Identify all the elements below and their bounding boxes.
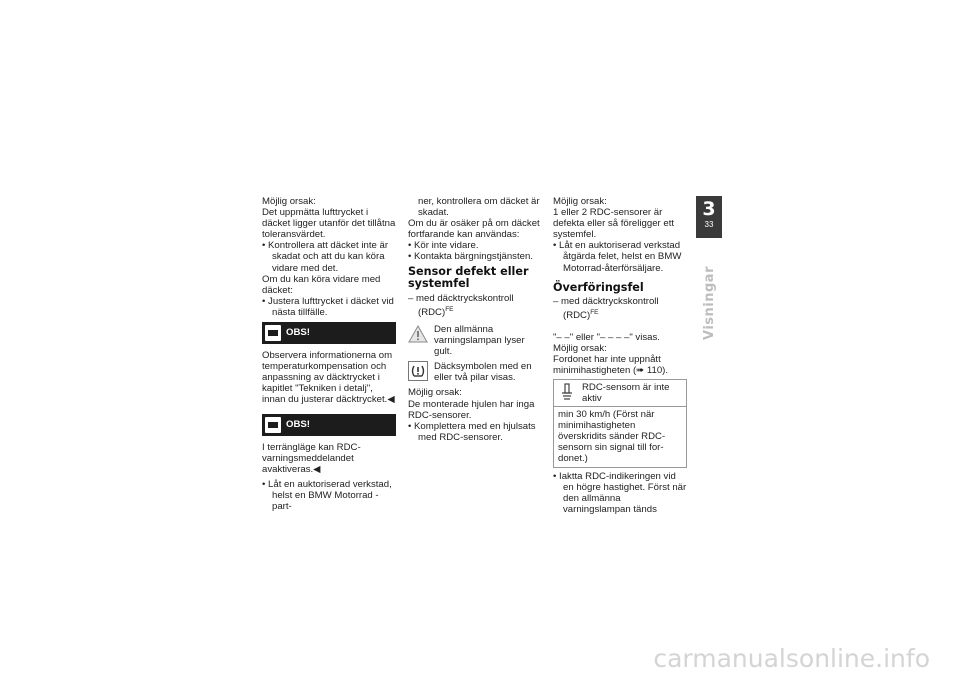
table-cell: RDC-sensorn är inte aktiv xyxy=(582,381,670,404)
paragraph: Om du är osäker på om däcket fortfarande kan användas: xyxy=(408,218,540,241)
chapter-number: 3 xyxy=(702,198,716,220)
paragraph: Möjlig orsak: xyxy=(553,196,607,207)
obs-label: OBS! xyxy=(286,418,310,430)
tire-pressure-icon xyxy=(408,361,428,381)
bullet-item: • Komplettera med en hjulsats med RDC-sensorer. xyxy=(408,420,536,443)
dash-item xyxy=(553,296,687,321)
superscript: FE xyxy=(590,309,599,317)
column-1 xyxy=(262,196,396,512)
warning-triangle-icon xyxy=(408,324,428,344)
chapter-side-label: Visningar xyxy=(702,266,717,340)
paragraph: Det uppmätta lufttrycket i däcket ligger utanför det tillåtna toleransvärdet. xyxy=(262,207,396,241)
indicator-text: Däcksymbolen med en eller två pilar visas. xyxy=(434,361,532,384)
bullet-item: • Låt en auktoriserad verkstad, helst en BMW Motorrad -part- xyxy=(262,478,392,512)
table-row xyxy=(554,407,686,466)
info-table xyxy=(553,379,687,468)
indicator-text: Den allmänna varningslampan lyser gult. xyxy=(434,323,525,358)
indicator-row xyxy=(408,361,544,383)
superscript: FE xyxy=(445,305,454,313)
indicator-row xyxy=(408,324,544,357)
section-heading: Sensor defekt eller systemfel xyxy=(408,264,529,291)
book-icon xyxy=(265,417,281,433)
page-number: 33 xyxy=(704,220,714,229)
column-3 xyxy=(553,196,687,515)
paragraph: "– –" eller "– – – –" visas. xyxy=(553,331,660,343)
paragraph: ner, kontrollera om däcket är skadat. xyxy=(418,196,540,219)
tire-sensor-icon xyxy=(560,383,574,401)
book-icon xyxy=(265,325,281,341)
column-2 xyxy=(408,196,544,443)
bullet-item: • Justera lufttrycket i däcket vid nästa tillfälle. xyxy=(262,295,394,318)
section-heading: Överföringsfel xyxy=(553,280,644,294)
paragraph: De monterade hjulen har inga RDC-sensorer. xyxy=(408,398,535,421)
table-cell: min 30 km/h (Först när minimihastigheten överskridits sänder RDC-sensorn sin signal till fordonet.) xyxy=(558,409,666,465)
obs-box xyxy=(262,414,396,436)
paragraph: Fordonet har inte uppnått minimihastigheten (➠ 110). xyxy=(553,353,669,376)
obs-box xyxy=(262,322,396,344)
bullet-item: • Kör inte vidare. xyxy=(408,240,479,252)
paragraph: Möjlig orsak: xyxy=(262,196,316,207)
paragraph: I terrängläge kan RDC-varningsmeddelandet avaktiveras.◀ xyxy=(262,441,361,475)
bullet-item: • Kontakta bärgningstjänsten. xyxy=(408,251,533,263)
bullet-item: • Iaktta RDC-indikeringen vid en högre hastighet. Först när den allmänna varningslampan tänds xyxy=(553,470,687,515)
dash-text: – med däcktryckskontroll (RDC) xyxy=(408,292,514,318)
dash-item xyxy=(408,293,544,318)
bullet-item: • Låt en auktoriserad verkstad åtgärda felet, helst en BMW Motorrad-återförsäljare. xyxy=(553,240,682,274)
bullet-item: • Kontrollera att däcket inte är skadat och att du kan köra vidare med det. xyxy=(262,240,389,274)
dash-text: – med däcktryckskontroll (RDC) xyxy=(553,296,659,322)
paragraph: Observera informationerna om temperaturkompensation och anpassning av däcktrycket i kapitlet "Tekniken i detalj", innan du justerar däcktrycket.◀ xyxy=(262,350,395,406)
paragraph: Möjlig orsak: xyxy=(553,342,607,354)
chapter-tab xyxy=(696,196,722,238)
table-row xyxy=(554,380,686,407)
watermark: carmanualsonline.info xyxy=(653,644,930,673)
paragraph: 1 eller 2 RDC-sensorer är defekta eller så föreligger ett systemfel. xyxy=(553,207,675,241)
paragraph: Om du kan köra vidare med däcket: xyxy=(262,273,381,296)
paragraph: Möjlig orsak: xyxy=(408,387,462,399)
obs-label: OBS! xyxy=(286,327,310,339)
